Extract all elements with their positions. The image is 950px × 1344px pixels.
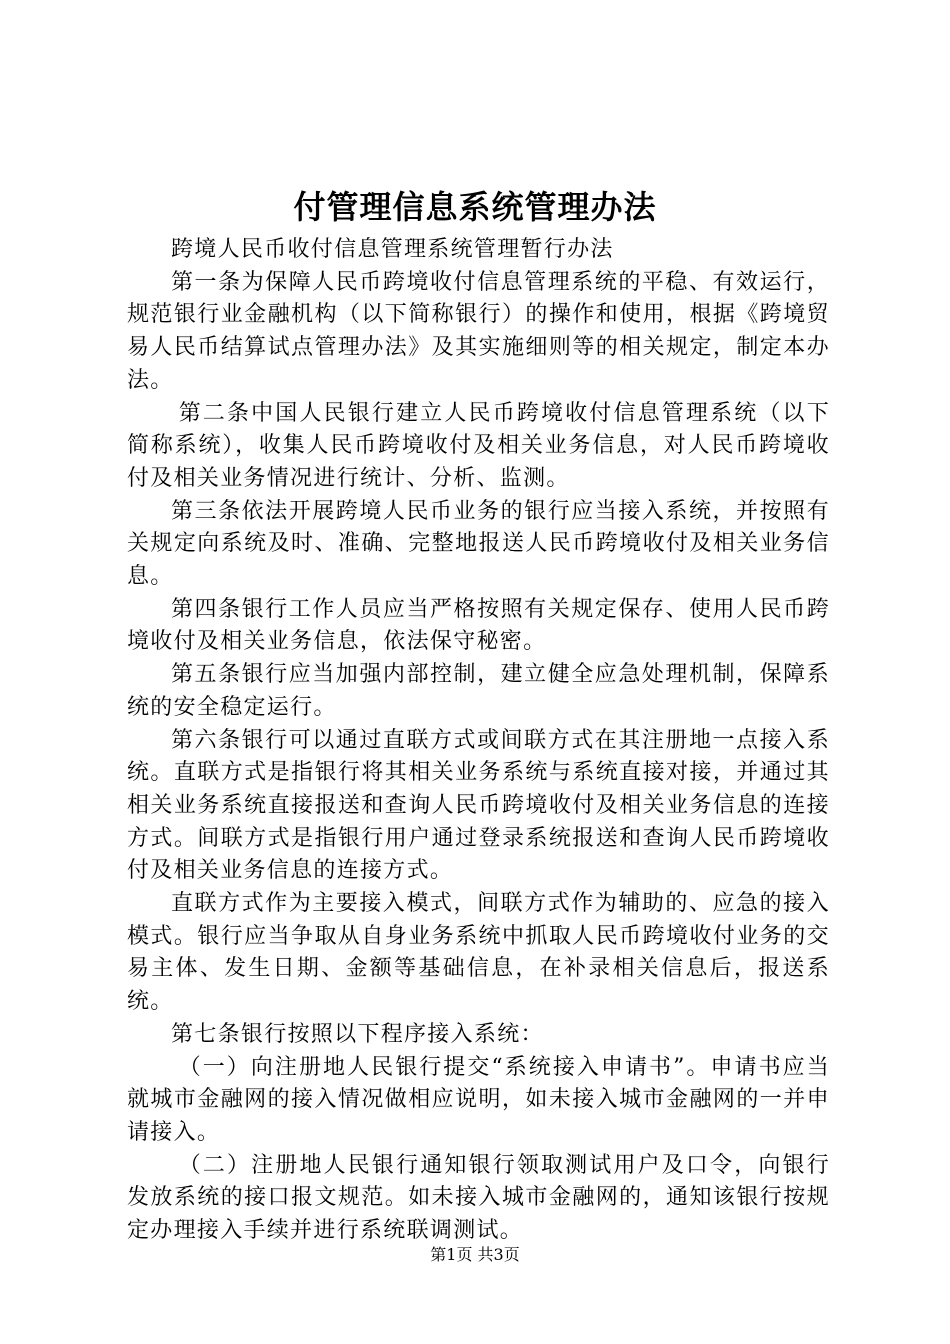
paragraph-step-2: （二）注册地人民银行通知银行领取测试用户及口令，向银行发放系统的接口报文规范。如未接入城市金融网的，通知该银行按规定办理接入手续并进行系统联调测试。 [127, 1152, 830, 1244]
paragraph-article-2: 第二条中国人民银行建立人民币跨境收付信息管理系统（以下简称系统），收集人民币跨境收付及相关业务信息，对人民币跨境收付及相关业务情况进行统计、分析、监测。 [127, 400, 830, 491]
paragraph-article-1: 第一条为保障人民币跨境收付信息管理系统的平稳、有效运行，规范银行业金融机构（以下简称银行）的操作和使用，根据《跨境贸易人民币结算试点管理办法》及其实施细则等的相关规定，制定本办法。 [127, 269, 830, 393]
paragraph-step-1: （一）向注册地人民银行提交“系统接入申请书”。申请书应当就城市金融网的接入情况做相应说明，如未接入城市金融网的一并申请接入。 [127, 1054, 830, 1145]
document-title: 付管理信息系统管理办法 [293, 188, 657, 226]
paragraph-article-5: 第五条银行应当加强内部控制，建立健全应急处理机制，保障系统的安全稳定运行。 [127, 662, 830, 720]
page-number-footer: 第1页 共3页 [430, 1245, 520, 1264]
paragraph-subtitle: 跨境人民币收付信息管理系统管理暂行办法 [171, 237, 614, 262]
paragraph-article-4: 第四条银行工作人员应当严格按照有关规定保存、使用人民币跨境收付及相关业务信息，依法保守秘密。 [127, 596, 830, 655]
document-body [127, 234, 830, 1248]
paragraph-article-3: 第三条依法开展跨境人民币业务的银行应当接入系统，并按照有关规定向系统及时、准确、完整地报送人民币跨境收付及相关业务信息。 [127, 498, 830, 590]
paragraph-article-6: 第六条银行可以通过直联方式或间联方式在其注册地一点接入系统。直联方式是指银行将其相关业务系统与系统直接对接，并通过其相关业务系统直接报送和查询人民币跨境收付及相关业务信息的连接方式。间联方式是指银行用户通过登录系统报送和查询人民币跨境收付及相关业务信息的连接方式。 [127, 727, 830, 884]
paragraph-article-7: 第七条银行按照以下程序接入系统： [171, 1021, 544, 1047]
paragraph-article-6-cont: 直联方式作为主要接入模式，间联方式作为辅助的、应急的接入模式。银行应当争取从自身业务系统中抓取人民币跨境收付业务的交易主体、发生日期、金额等基础信息，在补录相关信息后，报送系统。 [127, 891, 830, 1015]
